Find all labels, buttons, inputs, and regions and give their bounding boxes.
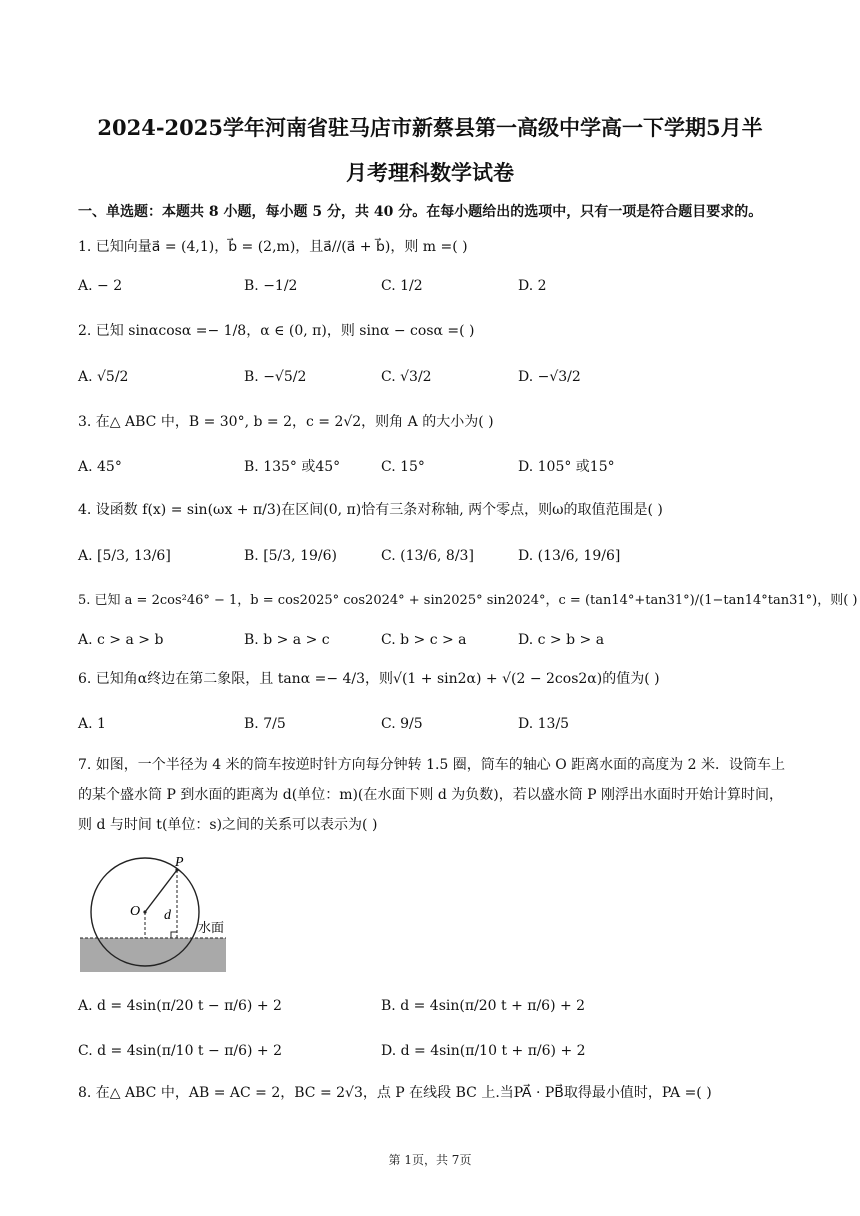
label-p: P [175, 855, 184, 870]
right-angle-mark [171, 932, 177, 938]
question-4-stem: 4. 设函数 f(x) = sin(ωx + π/3)在区间(0, π)恰有三条对称轴, 两个零点，则ω的取值范围是( ) [78, 502, 663, 518]
question-7-option-d: D. d = 4sin(π/10 t + π/6) + 2 [381, 1043, 586, 1059]
question-3-stem: 3. 在△ ABC 中，B = 30°, b = 2，c = 2√2，则角 A 的大小为( ) [78, 414, 494, 430]
question-4-option-c: C. (13/6, 8/3] [381, 548, 474, 564]
question-4-option-d: D. (13/6, 19/6] [518, 548, 621, 564]
question-5-stem: 5. 已知 a = 2cos²46° − 1，b = cos2025° cos2024° + sin2025° sin2024°，c = (tan14°+tan31°)/(1−tan14°tan31°)，则( ) [78, 593, 858, 608]
question-1-option-d: D. 2 [518, 278, 547, 294]
water-area [80, 938, 226, 972]
question-6-option-a: A. 1 [78, 716, 106, 732]
question-2-option-a: A. √5/2 [78, 369, 129, 385]
question-2-option-d: D. −√3/2 [518, 369, 581, 385]
question-4-option-b: B. [5/3, 19/6) [244, 548, 337, 564]
section-heading: 一、单选题：本题共 8 小题，每小题 5 分，共 40 分。在每小题给出的选项中，只有一项是符合题目要求的。 [78, 204, 763, 220]
question-5-option-c: C. b > c > a [381, 632, 467, 648]
question-4-option-a: A. [5/3, 13/6] [78, 548, 171, 564]
question-6-option-c: C. 9/5 [381, 716, 423, 732]
question-3-option-d: D. 105° 或15° [518, 459, 615, 475]
waterwheel-figure [78, 852, 238, 977]
question-5-option-b: B. b > a > c [244, 632, 330, 648]
exam-title-line1: 2024-2025学年河南省驻马店市新蔡县第一高级中学高一下学期5月半 [97, 115, 763, 140]
exam-title-line2: 月考理科数学试卷 [346, 160, 514, 185]
question-5-option-a: A. c > a > b [78, 632, 164, 648]
question-2-option-b: B. −√5/2 [244, 369, 307, 385]
question-7-option-a: A. d = 4sin(π/20 t − π/6) + 2 [78, 998, 282, 1014]
question-3-option-c: C. 15° [381, 459, 425, 475]
question-3-option-a: A. 45° [78, 459, 122, 475]
question-1-stem: 1. 已知向量a⃗ = (4,1)，b⃗ = (2,m)，且a⃗//(a⃗ + b⃗)，则 m =( ) [78, 239, 468, 255]
label-o: O [130, 904, 141, 919]
question-6-stem: 6. 已知角α终边在第二象限，且 tanα =− 4/3，则√(1 + sin2α) + √(2 − 2cos2α)的值为( ) [78, 671, 660, 687]
question-7-option-c: C. d = 4sin(π/10 t − π/6) + 2 [78, 1043, 283, 1059]
question-3-option-b: B. 135° 或45° [244, 459, 341, 475]
page-footer: 第 1页，共 7页 [388, 1153, 472, 1167]
question-1-option-b: B. −1/2 [244, 278, 298, 294]
question-2-stem: 2. 已知 sinαcosα =− 1/8，α ∈ (0, π)，则 sinα − cosα =( ) [78, 323, 475, 339]
question-2-option-c: C. √3/2 [381, 369, 432, 385]
center-point [143, 910, 146, 913]
question-1-option-c: C. 1/2 [381, 278, 423, 294]
radius-line [145, 870, 177, 912]
question-6-option-d: D. 13/5 [518, 716, 570, 732]
question-6-option-b: B. 7/5 [244, 716, 286, 732]
question-7-option-b: B. d = 4sin(π/20 t + π/6) + 2 [381, 998, 586, 1014]
label-d: d [164, 908, 171, 923]
question-7-stem: 7. 如图，一个半径为 4 米的筒车按逆时针方向每分钟转 1.5 圈，筒车的轴心 O 距离水面的高度为 2 米．设筒车上的某个盛水筒 P 到水面的距离为 d(单位：m)(在水面下则 d 为负数)，若以盛水筒 P 刚浮出水面时开始计算时间，则 d 与时间 t(单位：s)之间的关系可以表示为( ) [78, 757, 785, 833]
question-8-stem: 8. 在△ ABC 中，AB = AC = 2，BC = 2√3，点 P 在线段 BC 上.当PA⃗ · PB⃗取得最小值时，PA =( ) [78, 1085, 712, 1101]
label-water: 水面 [198, 920, 225, 935]
question-5-option-d: D. c > b > a [518, 632, 605, 648]
question-1-option-a: A. − 2 [78, 278, 123, 294]
